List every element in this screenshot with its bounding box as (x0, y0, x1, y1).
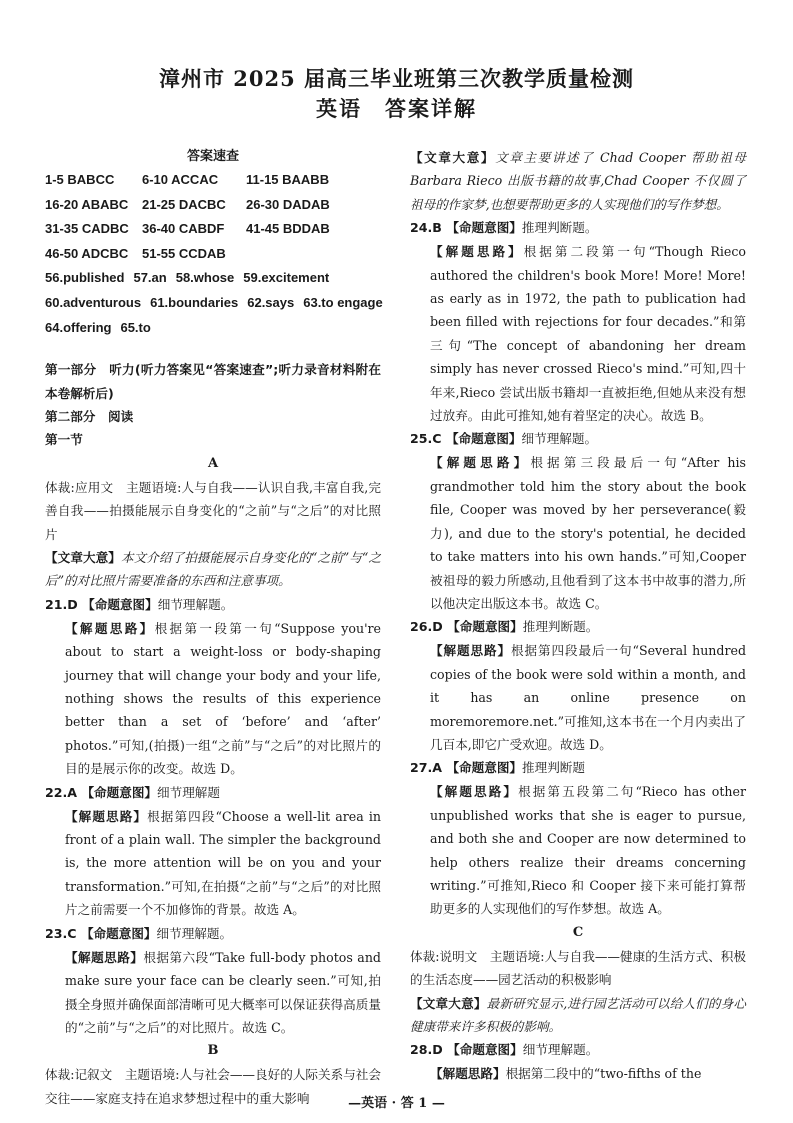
summary-tag: 【文章大意】 (410, 150, 496, 165)
passage-c-summary (410, 992, 746, 1039)
intent-tag: 【命题意图】 (80, 925, 157, 941)
intent-tag: 【命题意图】 (82, 596, 158, 612)
question-24-head (410, 216, 746, 240)
fill-answer-row (45, 316, 381, 341)
intent-tag: 【命题意图】 (447, 1042, 523, 1058)
question-24-idea (410, 240, 746, 427)
answer-group: 31-35 CADBC (45, 221, 129, 237)
section1-heading: 第一节 (45, 432, 83, 448)
question-21-head (45, 593, 381, 617)
passage-a-summary (45, 546, 381, 593)
answer-group: 21-25 DACBC (142, 196, 226, 212)
answer-row (45, 193, 381, 218)
question-22-head (45, 781, 381, 805)
intent-text: 细节理解题。 (522, 1042, 599, 1058)
answer-group: 16-20 ABABC (45, 196, 129, 212)
idea-text: 根据第三段最后一句“After his grandmother told him the story about the book file, Cooper was moved by her perseverance(毅力), and due to the story's potential, he decided to take matters into his own hands.”可知,Cooper 被祖母的毅力所感动,且他看到了这本书中故事的潜力,所以他决定出版这本书。故选 C。 (430, 455, 746, 611)
idea-tag: 【解题思路】 (430, 1066, 506, 1082)
idea-text: 根据第四段最后一句“Several hundred copies of the book were sold within a month, and it has an online presence on moremoremore.net.”可推知,这本书在一个月内卖出了几百本,即它广受欢迎。故选 D。 (430, 643, 747, 752)
idea-tag: 【解题思路】 (430, 244, 524, 260)
question-28-idea (410, 1062, 746, 1085)
question-number: 25.C (410, 431, 442, 447)
summary-tag: 【文章大意】 (410, 995, 487, 1011)
answer-group: 51-55 CCDAB (142, 245, 226, 261)
fill-answer: 58.whose (175, 270, 235, 286)
part2-heading: 第二部分 阅读 (45, 408, 134, 424)
answer-group: 41-45 BDDAB (246, 221, 330, 237)
intent-text: 细节理解题。 (157, 596, 234, 612)
intent-text: 细节理解题 (157, 784, 220, 800)
question-28-head (410, 1038, 746, 1062)
passage-a-letter: A (207, 455, 219, 471)
idea-tag: 【解题思路】 (65, 949, 144, 965)
fill-answer-row (45, 266, 381, 291)
question-22-idea (45, 805, 381, 922)
idea-tag: 【解题思路】 (430, 784, 519, 800)
intent-tag: 【命题意图】 (446, 760, 523, 776)
passage-c-genre: 体裁:说明文 主题语境:人与自我——健康的生活方式、积极的生活态度——园艺活动的积极影响 (410, 948, 746, 988)
question-number: 26.D (410, 619, 443, 635)
summary-text: 本文介绍了拍摄能展示自身变化的“之前”与“之后”的对比照片需要准备的东西和注意事项。 (45, 550, 381, 589)
intent-text: 推理判断题。 (521, 220, 598, 236)
idea-text: 根据第二段第一句“Though Rieco authored the children's book More! More! More! as early as in 1972, the path to publication had been filled with rejections for four decades.”和第三句“The concept of abandoning her dream simply has never crossed Rieco's mind.”可知,四十年来,Rieco 尝试出版书籍却一直被拒绝,但她从来没有想过放弃。由此可推知,她有着坚定的决心。故选 B。 (430, 244, 746, 424)
question-number: 24.B (410, 220, 442, 236)
answer-group: 36-40 CABDF (142, 221, 225, 237)
answer-row (45, 242, 381, 267)
idea-tag: 【解题思路】 (430, 455, 531, 471)
idea-text: 根据第五段第二句“Rieco has other unpublished works that she is eager to pursue, and both she and Cooper are now determined to help others realize their dreams concerning writing.”可推知,Rieco 和 Cooper 接下来可能打算帮助更多的人实现他们的写作梦想。故选 A。 (430, 784, 746, 917)
intent-tag: 【命题意图】 (81, 784, 158, 800)
question-number: 21.D (45, 596, 78, 612)
idea-text: 根据第二段中的“two-fifths of the (505, 1066, 702, 1082)
passage-b-genre: 体裁:记叙文 主题语境:人与社会——良好的人际关系与社会交往——家庭支持在追求梦想过程中的重大影响 (45, 1067, 381, 1106)
question-27-head (410, 756, 746, 780)
fill-answer: 57.an (133, 270, 167, 286)
page-subtitle: 英语 答案详解 (316, 96, 477, 121)
intent-text: 细节理解题。 (521, 431, 598, 447)
fill-answer: 62.says (247, 294, 295, 310)
question-number: 22.A (45, 784, 78, 800)
summary-text: 文章主要讲述了 Chad Cooper 帮助祖母 Barbara Rieco 出版书籍的故事,Chad Cooper 不仅圆了祖母的作家梦,也想要帮助更多的人实现他们的写作梦想。 (410, 150, 747, 212)
quick-answers-heading: 答案速查 (186, 149, 239, 164)
fill-answer: 56.published (45, 270, 125, 286)
page-footer: —英语 · 答 1 — (348, 1096, 445, 1111)
right-column (410, 146, 746, 1086)
intent-tag: 【命题意图】 (445, 431, 522, 447)
question-21-idea (45, 617, 381, 781)
fill-answer-row (45, 291, 381, 316)
fill-answer: 65.to (120, 319, 151, 335)
fill-answer: 64.offering (45, 319, 112, 335)
answer-group: 26-30 DADAB (246, 196, 330, 212)
question-25-idea (410, 451, 746, 615)
idea-tag: 【解题思路】 (65, 808, 148, 824)
passage-a-genre: 体裁:应用文 主题语境:人与自我——认识自我,丰富自我,完善自我——拍摄能展示自身变化的“之前”与“之后”的对比照片 (45, 479, 381, 542)
part1-note: 第一部分 听力(听力答案见“答案速查”;听力录音材料附在本卷解析后) (45, 362, 381, 401)
answer-group: 6-10 ACCAC (142, 172, 219, 187)
answer-group: 1-5 BABCC (45, 172, 115, 187)
summary-text: 最新研究显示,进行园艺活动可以给人们的身心健康带来许多积极的影响。 (410, 995, 747, 1034)
left-column (45, 146, 381, 1110)
answer-group: 46-50 ADCBC (45, 245, 129, 261)
intent-text: 细节理解题。 (156, 925, 233, 941)
summary-tag: 【文章大意】 (45, 550, 121, 565)
passage-b-summary (410, 146, 746, 216)
fill-answer: 59.excitement (243, 270, 330, 286)
passage-c-letter: C (572, 924, 584, 940)
page-title: 漳州市 2025 届高三毕业班第三次教学质量检测 (158, 66, 635, 91)
idea-text: 根据第一段第一句“Suppose you're about to start a weight-loss or body-shaping journey that will change your body and your life, nothing shows the results of this experience better than a set of ‘before’ and ‘after’ photos.”可知,(拍摄)一组“之前”与“之后”的对比照片的目的是展示你的改变。故选 D。 (65, 620, 382, 777)
fill-answer: 61.boundaries (150, 294, 239, 310)
answer-row (45, 217, 381, 242)
intent-tag: 【命题意图】 (447, 619, 523, 635)
header (0, 64, 793, 124)
answer-row (45, 168, 381, 193)
idea-text: 根据第六段“Take full-body photos and make sure your face can be clearly seen.”可知,拍摄全身照并确保面部清晰可见大概率可以保证获得高质量的“之前”与“之后”的对比照片。故选 C。 (65, 949, 381, 1035)
question-number: 23.C (45, 925, 77, 941)
question-26-head (410, 615, 746, 639)
question-25-head (410, 427, 746, 451)
fill-answer: 60.adventurous (45, 294, 142, 310)
fill-answer: 63.to engage (303, 294, 383, 310)
question-27-idea (410, 780, 746, 920)
passage-b-letter: B (207, 1043, 219, 1059)
question-number: 27.A (410, 760, 443, 776)
idea-tag: 【解题思路】 (65, 620, 155, 636)
intent-tag: 【命题意图】 (446, 220, 522, 236)
question-number: 28.D (410, 1042, 443, 1058)
answer-group: 11-15 BAABB (246, 172, 330, 187)
idea-text: 根据第四段“Choose a well-lit area in front of a plain wall. The simpler the background is, the more attention will be on you and your transformation.”可知,在拍摄“之前”与“之后”的对比照片之前需要一个不加修饰的背景。故选 A。 (65, 808, 382, 918)
question-23-head (45, 922, 381, 946)
intent-text: 推理判断题。 (522, 619, 599, 635)
question-26-idea (410, 639, 746, 756)
question-23-idea (45, 946, 381, 1040)
idea-tag: 【解题思路】 (430, 643, 512, 659)
intent-text: 推理判断题 (522, 760, 585, 776)
